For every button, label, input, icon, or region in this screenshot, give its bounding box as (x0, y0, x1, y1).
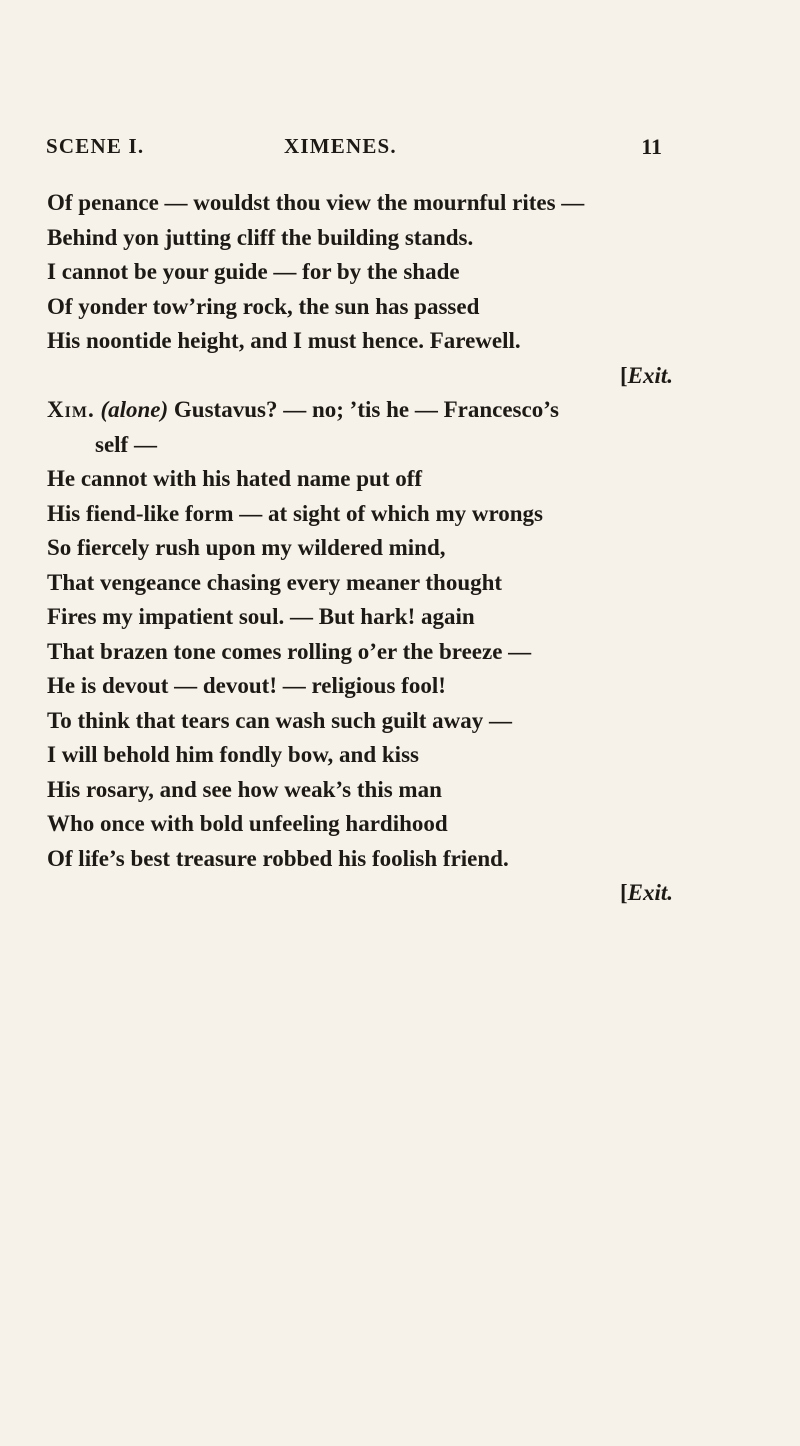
verse-line: His rosary, and see how weak’s this man (47, 776, 442, 802)
exit-word: Exit. (627, 880, 673, 905)
verse-line: I will behold him fondly bow, and kiss (47, 742, 419, 767)
verse-line: His fiend-like form — at sight of which my wrongs (47, 500, 543, 526)
verse-line: Behind yon jutting cliff the building stands. (47, 224, 474, 250)
speech-text: Gustavus? — no; ’tis he — Francesco’s (168, 397, 559, 422)
exit-direction (47, 359, 677, 394)
page-number: 11 (641, 134, 662, 159)
verse-line: Fires my impatient soul. — But hark! again (47, 604, 475, 629)
verse-line: So fiercely rush upon my wildered mind, (47, 535, 446, 560)
exit-bracket: [ (619, 362, 628, 388)
verse-line: He is devout — devout! — religious fool! (47, 673, 446, 698)
speech-line (47, 393, 677, 428)
stage-direction: (alone) (100, 397, 169, 422)
exit-word: Exit. (627, 362, 673, 388)
verse-line: Of yonder tow’ring rock, the sun has passed (47, 293, 480, 319)
verse-line-continuation: self — (95, 431, 157, 457)
verse-line: That vengeance chasing every meaner thought (47, 569, 503, 595)
verse-line: Who once with bold unfeeling hardihood (47, 811, 448, 836)
verse-line: He cannot with his hated name put off (47, 466, 423, 491)
scene-label: SCENE I. (46, 134, 145, 158)
verse-line: His noontide height, and I must hence. Farewell. (47, 328, 521, 353)
running-header (46, 134, 662, 168)
speaker-name: Xim. (47, 397, 95, 422)
verse-line: That brazen tone comes rolling o’er the breeze — (47, 638, 532, 664)
exit-direction (47, 876, 677, 911)
verse-line: Of life’s best treasure robbed his foolish friend. (47, 845, 509, 871)
verse-line: I cannot be your guide — for by the shade (47, 259, 460, 284)
verse-line: Of penance — wouldst thou view the mournful rites — (47, 190, 585, 215)
running-title: XIMENES. (284, 134, 397, 158)
exit-bracket: [ (619, 880, 628, 905)
verse-line: To think that tears can wash such guilt away — (47, 707, 512, 733)
play-text (47, 186, 677, 911)
